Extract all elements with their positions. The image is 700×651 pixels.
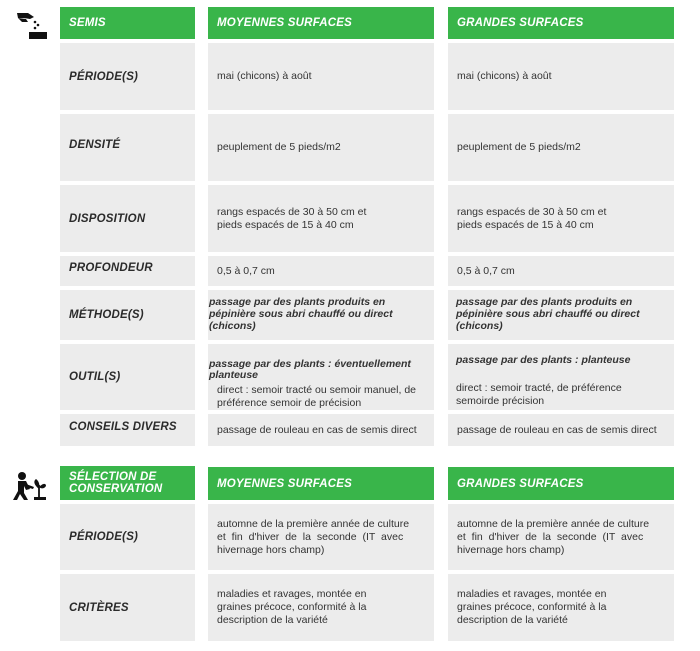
semis-outil-moyennes: passage par des plants : éventuellement planteuse direct : semoir tracté ou semoir manuel, de préférence semoir de précision xyxy=(208,344,434,410)
selection-periode-label: PÉRIODE(S) xyxy=(60,504,195,570)
semis-disposition-moyennes: rangs espacés de 30 à 50 cm et pieds espacés de 15 à 40 cm xyxy=(208,185,434,252)
semis-disposition-grandes: rangs espacés de 30 à 50 cm et pieds espacés de 15 à 40 cm xyxy=(448,185,674,252)
semis-header-grandes: GRANDES SURFACES xyxy=(448,7,674,39)
selection-header-grandes: GRANDES SURFACES xyxy=(448,467,674,500)
selection-criteres-label: CRITÈRES xyxy=(60,574,195,641)
semis-conseils-grandes: passage de rouleau en cas de semis direct xyxy=(448,414,674,446)
semis-periode-grandes: mai (chicons) à août xyxy=(448,43,674,110)
semis-methode-grandes: passage par des plants produits en pépinière sous abri chauffé ou direct (chicons) xyxy=(448,290,674,340)
semis-periode-moyennes: mai (chicons) à août xyxy=(208,43,434,110)
semis-densite-grandes: peuplement de 5 pieds/m2 xyxy=(448,114,674,181)
semis-disposition-label: DISPOSITION xyxy=(60,185,195,252)
semis-profondeur-moyennes: 0,5 à 0,7 cm xyxy=(208,256,434,286)
semis-outil-grandes: passage par des plants : planteuse direct : semoir tracté, de préférence semoirde précision xyxy=(448,344,674,410)
semis-header-moyennes: MOYENNES SURFACES xyxy=(208,7,434,39)
semis-profondeur-label: PROFONDEUR xyxy=(60,256,195,286)
selection-periode-grandes: automne de la première année de culture et fin d'hiver de la seconde (IT avec hivernage hors champ) xyxy=(448,504,674,570)
semis-methode-moyennes: passage par des plants produits en pépinière sous abri chauffé ou direct (chicons) xyxy=(208,290,434,340)
semis-densite-label: DENSITÉ xyxy=(60,114,195,181)
selection-periode-moyennes: automne de la première année de culture et fin d'hiver de la seconde (IT avec hivernage hors champ) xyxy=(208,504,434,570)
semis-periode-label: PÉRIODE(S) xyxy=(60,43,195,110)
semis-densite-moyennes: peuplement de 5 pieds/m2 xyxy=(208,114,434,181)
semis-conseils-label: CONSEILS DIVERS xyxy=(60,414,195,446)
selection-header-label: SÉLECTION DE CONSERVATION xyxy=(60,466,195,500)
semis-methode-label: MÉTHODE(S) xyxy=(60,290,195,340)
semis-conseils-moyennes: passage de rouleau en cas de semis direct xyxy=(208,414,434,446)
gardener-icon xyxy=(12,471,48,501)
sowing-hand-icon xyxy=(14,10,48,40)
selection-header-moyennes: MOYENNES SURFACES xyxy=(208,467,434,500)
semis-header-label: SEMIS xyxy=(60,7,195,39)
semis-profondeur-grandes: 0,5 à 0,7 cm xyxy=(448,256,674,286)
selection-criteres-grandes: maladies et ravages, montée en graines précoce, conformité à la description de la variété xyxy=(448,574,674,641)
selection-criteres-moyennes: maladies et ravages, montée en graines précoce, conformité à la description de la variété xyxy=(208,574,434,641)
semis-outil-label: OUTIL(S) xyxy=(60,344,195,410)
